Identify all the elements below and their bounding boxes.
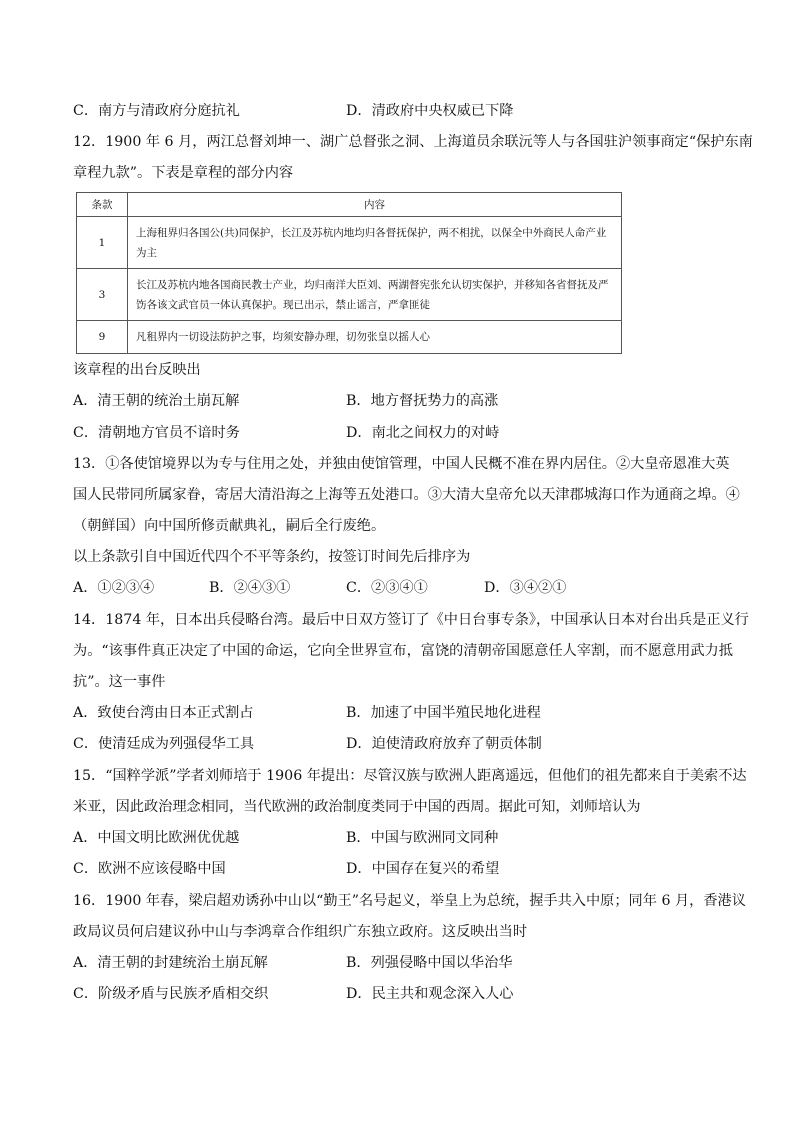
q12-option-b: B．地方督抚势力的高涨 [346, 393, 499, 409]
clause-number: 1 [77, 217, 128, 269]
q16-line2: 政局议员何启建议孙中山与李鸿章合作组织广东独立政府。这反映出当时 [73, 924, 528, 940]
q13-option-a: A．①②③④ [73, 580, 155, 596]
clause-text: 上海租界归各国公(共)同保护，长江及苏杭内地均归各督抚保护，两不相扰，以保全中外商民人命产业为主 [128, 217, 622, 269]
q13-line2: 国人民带同所属家眷，寄居大清沿海之上海等五处港口。③大清大皇帝允以天津郡城海口作为通商之埠。④ [73, 487, 740, 503]
q14-option-b: B．加速了中国半殖民地化进程 [346, 705, 541, 721]
q12-clause-table [76, 192, 622, 354]
q15-option-c: C．欧洲不应该侵略中国 [73, 861, 226, 877]
q11-option-c: C．南方与清政府分庭抗礼 [73, 103, 240, 119]
q12-option-c: C．清朝地方官员不谙时务 [73, 425, 240, 441]
q16-option-a: A．清王朝的封建统治土崩瓦解 [73, 955, 268, 971]
q12-option-a: A．清王朝的统治土崩瓦解 [73, 393, 240, 409]
q13-option-d: D．③④②① [484, 580, 567, 596]
q11-option-d: D．清政府中央权威已下降 [346, 103, 514, 119]
clause-text: 长江及苏杭内地各国商民教士产业，均归南洋大臣刘、两湖督宪张允认切实保护，并移知各省督抚及严饬各该文武官员一体认真保护。现已出示，禁止谣言，严拿匪徒 [128, 269, 622, 321]
q13-line1: 13．①各使馆境界以为专与住用之处，并独由使馆管理，中国人民概不准在界内居住。②大皇帝恩准大英 [73, 456, 730, 472]
clause-text: 凡租界内一切设法防护之事，均须安静办理，切勿张皇以摇人心 [128, 321, 622, 354]
q14-line1: 14．1874 年，日本出兵侵略台湾。最后中日双方签订了《中日台事专条》，中国承认日本对台出兵是正义行 [73, 612, 749, 628]
q16-option-b: B．列强侵略中国以华治华 [346, 955, 513, 971]
q15-option-a: A．中国文明比欧洲优优越 [73, 830, 240, 846]
q13-question: 以上条款引自中国近代四个不平等条约，按签订时间先后排序为 [73, 549, 471, 565]
q16-option-d: D．民主共和观念深入人心 [346, 986, 514, 1002]
table-row [77, 217, 622, 269]
table-header-content: 内容 [128, 193, 622, 217]
table-header-clause: 条款 [77, 193, 128, 217]
q12-question: 该章程的出台反映出 [73, 362, 201, 378]
clause-number: 9 [77, 321, 128, 354]
q16-line1: 16．1900 年春，梁启超劝诱孙中山以“勤王”名号起义，举皇上为总统，握手共入中原；同年 6 月，香港议 [73, 893, 746, 909]
q16-option-c: C．阶级矛盾与民族矛盾相交织 [73, 986, 269, 1002]
q15-line1: 15．“国粹学派”学者刘师培于 1906 年提出：尽管汉族与欧洲人距离遥远，但他们的祖先都来自于美索不达 [73, 768, 747, 784]
q12-option-d: D．南北之间权力的对峙 [346, 425, 500, 441]
q14-option-c: C．使清廷成为列强侵华工具 [73, 736, 255, 752]
q13-option-b: B．②④③① [209, 580, 291, 596]
q14-line2: 为。“该事件真正决定了中国的命运，它向全世界宣布，富饶的清朝帝国愿意任人宰割，而不愿意用武力抵 [73, 643, 733, 659]
q15-option-b: B．中国与欧洲同文同种 [346, 830, 499, 846]
q15-option-d: D．中国存在复兴的希望 [346, 861, 500, 877]
q14-option-a: A．致使台湾由日本正式割占 [73, 705, 254, 721]
q14-line3: 抗”。这一事件 [73, 674, 166, 690]
table-row [77, 269, 622, 321]
clause-number: 3 [77, 269, 128, 321]
q14-option-d: D．迫使清政府放弃了朝贡体制 [346, 736, 542, 752]
q15-line2: 米亚，因此政治理念相同，当代欧洲的政治制度类同于中国的西周。据此可知，刘师培认为 [73, 799, 641, 815]
q12-stem-line1: 12．1900 年 6 月，两江总督刘坤一、湖广总督张之洞、上海道员余联沅等人与各国驻沪领事商定“保护东南 [73, 134, 753, 150]
q13-option-c: C．②③④① [346, 580, 428, 596]
q13-line3: （朝鲜国）向中国所修贡献典礼，嗣后全行废绝。 [73, 518, 386, 534]
table-row [77, 321, 622, 354]
q12-stem-line2: 章程九款”。下表是章程的部分内容 [73, 165, 294, 181]
